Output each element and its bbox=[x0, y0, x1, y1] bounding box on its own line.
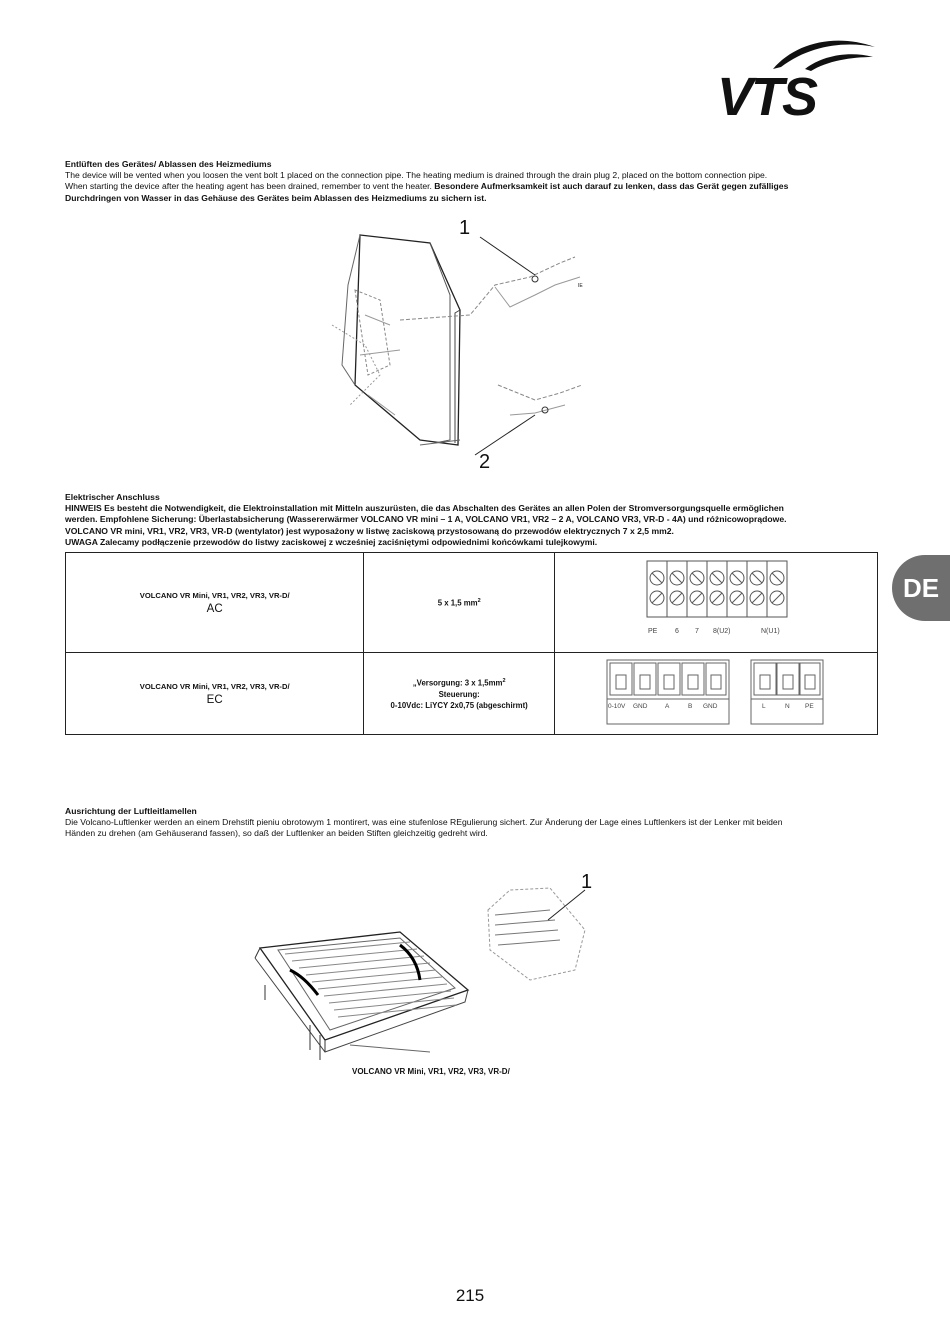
louver-adjustment-figure bbox=[250, 870, 593, 1065]
terminal-label: GND bbox=[633, 703, 648, 710]
terminal-label: A bbox=[665, 703, 670, 710]
venting-line-2 bbox=[65, 181, 885, 192]
model-cell bbox=[66, 553, 364, 653]
venting-line-1: The device will be vented when you loosen the vent bolt 1 placed on the connection pipe. The heating medium is drained through the drain plug 2, placed on the bottom connection pipe. bbox=[65, 170, 768, 180]
model-variant: EC bbox=[206, 693, 223, 706]
wire-supply-sup: 2 bbox=[502, 678, 506, 685]
logo-text: VTS bbox=[717, 67, 817, 123]
label-pivot-pin-1: 1 bbox=[581, 871, 593, 893]
table-row bbox=[66, 653, 878, 735]
label-drain-plug-2: 2 bbox=[479, 451, 491, 473]
ac-terminal-block bbox=[555, 553, 877, 647]
section-heading-electrical: Elektrischer Anschluss bbox=[65, 492, 160, 502]
venting-line-3: Durchdringen von Wasser in das Gehäuse des Gerätes beim Ablassen des Heizmediums zu sichern ist. bbox=[65, 192, 487, 203]
wire-control-spec: 0-10Vdc: LiYCY 2x0,75 (abgeschirmt) bbox=[390, 700, 528, 710]
label-vent-bolt-1: 1 bbox=[459, 217, 471, 239]
venting-text bbox=[65, 170, 885, 204]
model-variant: AC bbox=[206, 602, 223, 615]
wire-spec-sup: 2 bbox=[477, 598, 481, 605]
terminal-diagram-cell bbox=[555, 553, 878, 653]
section-heading-louvers: Ausrichtung der Luftleitlamellen bbox=[65, 806, 197, 816]
model-cell bbox=[66, 653, 364, 735]
table-row bbox=[66, 553, 878, 653]
terminal-diagram-cell bbox=[555, 653, 878, 735]
wire-spec: 5 x 1,5 mm bbox=[437, 598, 478, 608]
terminal-label: N bbox=[785, 703, 790, 710]
model-name: VOLCANO VR Mini, VR1, VR2, VR3, VR-D/ bbox=[139, 681, 290, 691]
venting-line-2-normal: When starting the device after the heating agent has been drained, remember to vent the heater. bbox=[65, 181, 432, 192]
electrical-line: HINWEIS Es besteht die Notwendigkeit, die Elektroinstallation mit Mitteln auszurüsten, die das Abschalten des Gerätes an allen Polen der Stromversorgungsquelle ermöglichen bbox=[65, 503, 784, 513]
section-heading-venting: Entlüften des Gerätes/ Ablassen des Heizmediums bbox=[65, 159, 272, 169]
wire-control-label: Steuerung: bbox=[438, 689, 480, 699]
electrical-line: VOLCANO VR mini, VR1, VR2, VR3, VR-D (wentylator) jest wyposażony w listwę zaciskową przystosowaną do przewodów elektrycznych 7 x 2,5 mm2. bbox=[65, 525, 674, 536]
terminal-label: N(U1) bbox=[761, 628, 780, 635]
wire-cell bbox=[364, 553, 555, 653]
model-name: VOLCANO VR Mini, VR1, VR2, VR3, VR-D/ bbox=[139, 590, 290, 600]
louvers-line-2: Händen zu drehen (am Gehäuserand fassen), so daß der Luftlenker an beiden Stiften gleichzeitig gedreht wird. bbox=[65, 828, 488, 839]
electrical-line: werden. Empfohlene Sicherung: Überlastabsicherung (Wassererwärmer VOLCANO VR mini – 1 A, VOLCANO VR1, VR2 – 2 A, VOLCANO VR3, VR-D - 4A) und różnicowoprądowe. bbox=[65, 514, 787, 525]
wire-supply: „Versorgung: 3 x 1,5mm bbox=[412, 678, 503, 688]
figure-caption: VOLCANO VR Mini, VR1, VR2, VR3, VR-D/ bbox=[352, 1067, 510, 1076]
electrical-text bbox=[65, 503, 895, 549]
terminal-label: PE bbox=[648, 628, 658, 635]
heater-vent-drain-figure bbox=[320, 215, 590, 480]
wiring-table bbox=[65, 552, 878, 735]
terminal-label: B bbox=[688, 703, 693, 710]
figure-tag: IE bbox=[578, 283, 583, 289]
terminal-label: GND bbox=[703, 703, 718, 710]
ec-terminal-block bbox=[555, 653, 877, 729]
language-tab-de: DE bbox=[892, 555, 950, 621]
wire-cell bbox=[364, 653, 555, 735]
electrical-line: UWAGA Zalecamy podłączenie przewodów do listwy zaciskowej z wcześniej zaciśniętymi odpowiednimi końcówkami tulejkowymi. bbox=[65, 537, 598, 548]
terminal-label: 0-10V bbox=[608, 703, 626, 710]
terminal-label: 6 bbox=[675, 628, 679, 635]
terminal-label: L bbox=[762, 703, 766, 710]
louvers-line-1: Die Volcano-Luftlenker werden an einem Drehstift pieniu obrotowym 1 montirert, was eine stufenlose REgulierung sichert. Zur Änderung der Lage eines Luftlenkers ist der Lenker mit beiden bbox=[65, 817, 783, 827]
venting-line-2-bold: Besondere Aufmerksamkeit ist auch darauf zu lenken, dass das Gerät gegen zufälliges bbox=[434, 181, 789, 192]
vts-logo bbox=[715, 35, 880, 123]
page-number: 215 bbox=[455, 1286, 485, 1305]
terminal-label: 7 bbox=[695, 628, 699, 635]
louvers-text bbox=[65, 817, 895, 840]
terminal-label: 8(U2) bbox=[713, 628, 731, 635]
terminal-label: PE bbox=[805, 703, 814, 710]
